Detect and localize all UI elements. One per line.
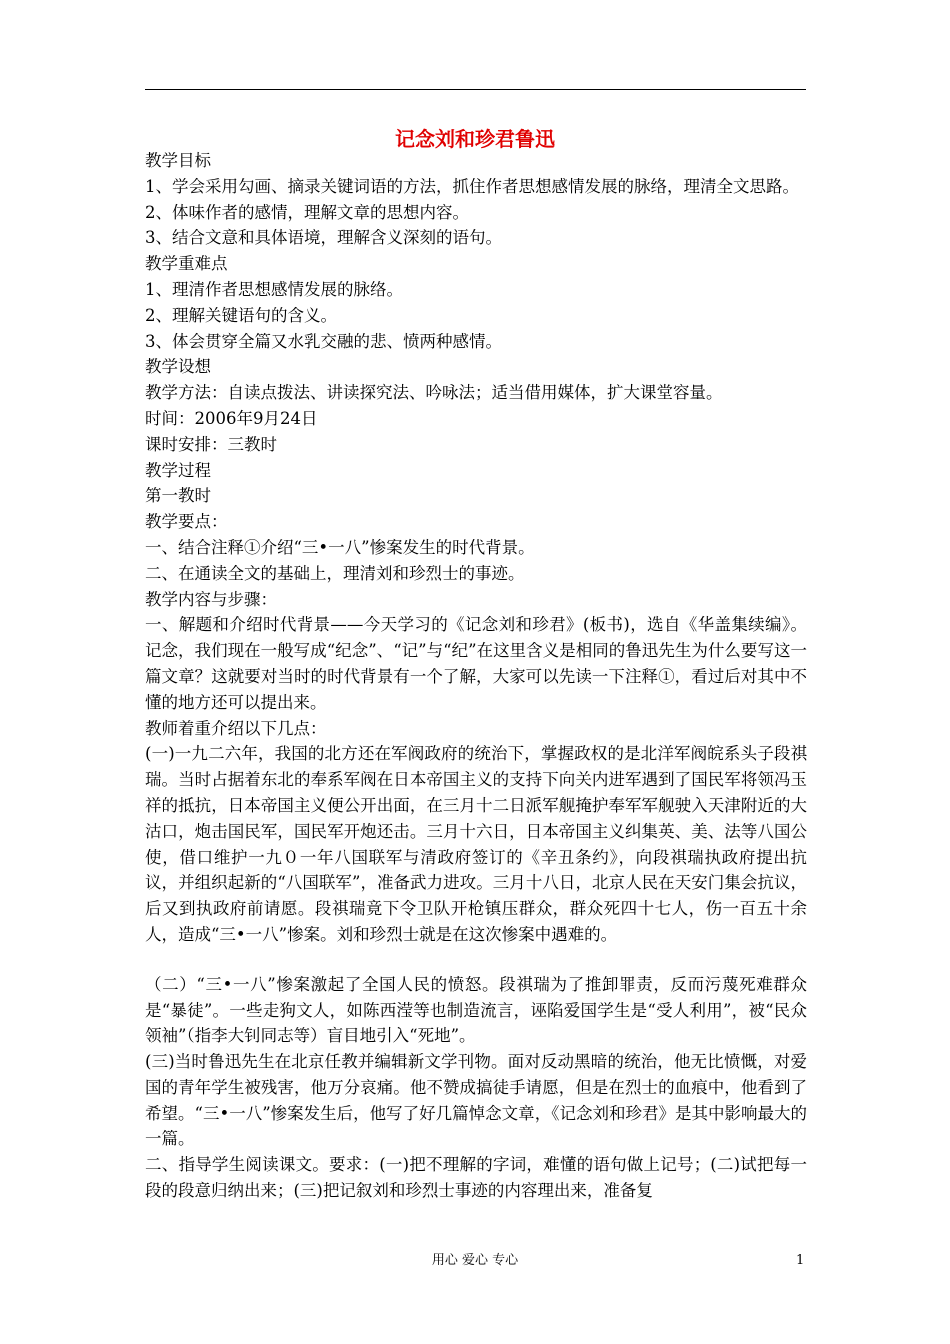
- body-paragraph: 教学内容与步骤：: [145, 589, 277, 609]
- section-heading-design: 教学设想: [145, 357, 211, 377]
- section-heading-objectives: 教学目标: [145, 151, 211, 170]
- body-paragraph: 2、体味作者的感情，理解文章的思想内容。: [145, 202, 469, 222]
- body-paragraph: 1、理清作者思想感情发展的脉络。: [145, 279, 403, 299]
- footer-motto: 用心 爱心 专心: [431, 1253, 519, 1268]
- body-paragraph: 教学方法：自读点拨法、讲读探究法、吟咏法；适当借用媒体，扩大课堂容量。: [145, 383, 723, 403]
- body-paragraph: (一)一九二六年，我国的北方还在军阀政府的统治下，掌握政权的是北洋军阀皖系头子段祺瑞。当时占据着东北的奉系军阀在日本帝国主义的支持下向关内进军遇到了国民军将领冯玉祥的抵抗，日本帝国主义便公开出面，在三月十二日派军舰掩护奉军军舰驶入天津附近的大沽口，炮击国民军，国民军开炮还击。三月十六日，日本帝国主义纠集英、美、法等八国公使，借口维护一九０一年八国联军与清政府签订的《辛丑条约》，向段祺瑞执政府提出抗议，并组织起新的“八国联军”，准备武力进攻。三月十八日，北京人民在天安门集会抗议，后又到执政府前请愿。段祺瑞竟下令卫队开枪镇压群众，群众死四十七人，伤一百五十余人，造成“三•一八”惨案。刘和珍烈士就是在这次惨案中遇难的。: [145, 744, 807, 944]
- body-paragraph: （二）“三•一八”惨案激起了全国人民的愤怒。段祺瑞为了推卸罪责，反而污蔑死难群众是“暴徒”。一些走狗文人，如陈西滢等也制造流言，诬陷爱国学生是“受人利用”，被“民众领袖”（指李大钊同志等）盲目地引入“死地”。: [145, 974, 807, 1046]
- body-paragraph: 3、结合文意和具体语境，理解含义深刻的语句。: [145, 228, 502, 248]
- body-paragraph: (三)当时鲁迅先生在北京任教并编辑新文学刊物。面对反动黑暗的统治，他无比愤慨，对爱国的青年学生被残害，他万分哀痛。他不赞成搞徒手请愿，但是在烈士的血痕中，他看到了希望。“三•一八”惨案发生后，他写了好几篇悼念文章，《记念刘和珍君》是其中影响最大的一篇。: [145, 1052, 807, 1149]
- body-paragraph: 2、理解关键语句的含义。: [145, 305, 337, 325]
- body-paragraph: 二、在通读全文的基础上，理清刘和珍烈士的事迹。: [145, 563, 525, 583]
- page-number: 1: [796, 1253, 805, 1268]
- body-paragraph: 二、指导学生阅读课文。要求：(一)把不理解的字词，难懂的语句做上记号；(二)试把每一段的段意归纳出来；(三)把记叙刘和珍烈士事迹的内容理出来，准备复: [145, 1155, 807, 1201]
- document-body: [145, 148, 807, 1204]
- document-title: 记念刘和珍君鲁迅: [395, 127, 555, 151]
- body-paragraph: 一、解题和介绍时代背景——今天学习的《记念刘和珍君》(板书)，选自《华盖集续编》。记念，我们现在一般写成“纪念”、“记”与“纪”在这里含义是相同的鲁迅先生为什么要写这一篇文章？这就要对当时的时代背景有一个了解，大家可以先读一下注释①，看过后对其中不懂的地方还可以提出来。: [145, 615, 807, 712]
- body-paragraph: 1、学会采用勾画、摘录关键词语的方法，抓住作者思想感情发展的脉络，理清全文思路。: [145, 176, 799, 196]
- section-heading-process: 教学过程: [145, 460, 211, 480]
- body-paragraph: 3、体会贯穿全篇又水乳交融的悲、愤两种感情。: [145, 331, 502, 351]
- body-paragraph: 教学要点：: [145, 512, 228, 532]
- body-paragraph: 一、结合注释①介绍“三•一八”惨案发生的时代背景。: [145, 537, 535, 557]
- body-paragraph: 教师着重介绍以下几点：: [145, 718, 327, 738]
- body-paragraph: 时间：2006年9月24日: [145, 408, 318, 428]
- header-rule: [145, 89, 806, 90]
- body-paragraph: 课时安排：三教时: [145, 434, 277, 454]
- section-heading-key-points: 教学重难点: [145, 254, 228, 274]
- body-paragraph: 第一教时: [145, 486, 211, 506]
